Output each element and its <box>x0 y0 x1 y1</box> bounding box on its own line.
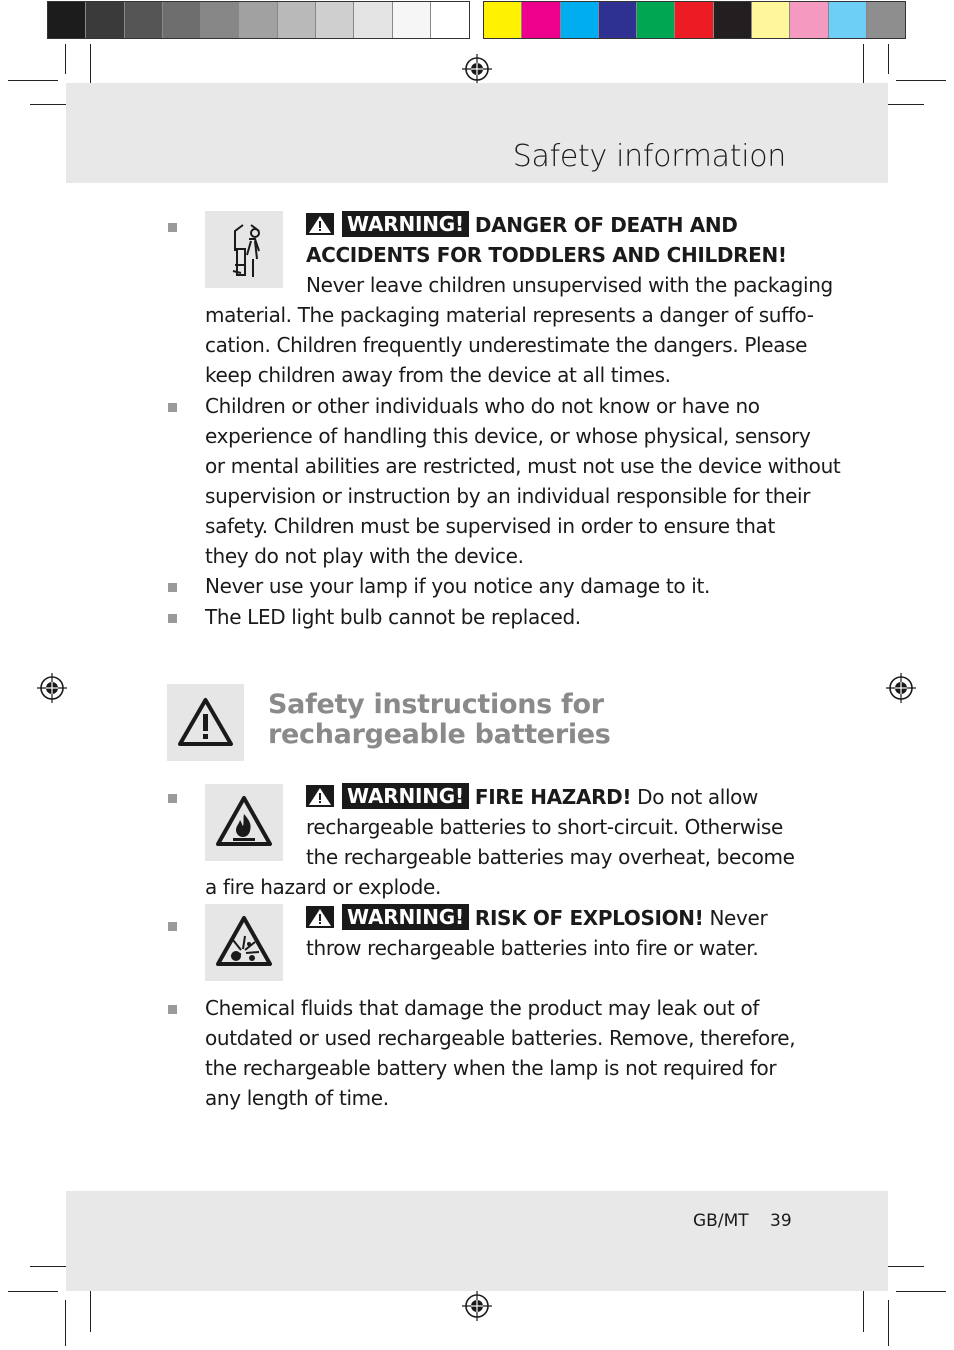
crop-mark <box>888 1300 889 1346</box>
text-line: any length of time. <box>205 1086 389 1110</box>
text-line: the rechargeable battery when the lamp is not required for <box>205 1056 777 1080</box>
chemical-text <box>205 993 795 1113</box>
crop-mark <box>896 1291 946 1292</box>
bullet-marker <box>168 614 177 623</box>
text-line: safety. Children must be supervised in order to ensure that <box>205 514 775 538</box>
color-swatch <box>637 2 675 38</box>
color-swatch <box>354 2 392 38</box>
bullet-marker <box>168 223 177 232</box>
warning-triangle-icon <box>306 213 334 235</box>
color-swatch <box>675 2 713 38</box>
color-swatch <box>522 2 560 38</box>
registration-mark-icon <box>37 673 67 703</box>
supervision-text <box>205 391 841 571</box>
registration-mark-icon <box>886 673 916 703</box>
text-line: or mental abilities are restricted, must not use the device without <box>205 454 841 478</box>
crop-mark <box>888 44 889 74</box>
led-text <box>205 602 795 632</box>
grayscale-color-bar <box>47 1 470 39</box>
text-line: Do not allow <box>637 785 759 809</box>
warning-heading: ACCIDENTS FOR TODDLERS AND CHILDREN! <box>306 243 787 267</box>
text-line: material. The packaging material represents a danger of suffo- <box>205 303 814 327</box>
section-title <box>268 690 611 750</box>
color-swatch <box>790 2 828 38</box>
color-swatch <box>829 2 867 38</box>
page-title: Safety information <box>512 139 786 174</box>
page-number: 39 <box>770 1211 792 1231</box>
bullet-marker <box>168 583 177 592</box>
explosion-text <box>205 903 795 963</box>
bullet-marker <box>168 403 177 412</box>
bullet-marker <box>168 1005 177 1014</box>
warning-badge: WARNING! <box>342 211 469 237</box>
warning-badge: WARNING! <box>342 904 469 930</box>
text-line: Never use your lamp if you notice any damage to it. <box>205 574 710 598</box>
color-swatch <box>86 2 124 38</box>
color-swatch <box>201 2 239 38</box>
text-line: the rechargeable batteries may overheat, become <box>306 845 795 869</box>
registration-mark-icon <box>462 54 492 84</box>
crop-mark <box>90 1286 91 1332</box>
text-line: Never <box>709 906 768 930</box>
warning-triangle-icon <box>306 906 334 928</box>
registration-mark-icon <box>462 1291 492 1321</box>
text-line: rechargeable batteries to short-circuit. Otherwise <box>306 815 783 839</box>
text-line: keep children away from the device at all times. <box>205 363 671 387</box>
text-line: cation. Children frequently underestimate the dangers. Please <box>205 333 808 357</box>
color-swatch <box>484 2 522 38</box>
text-line: throw rechargeable batteries into fire or water. <box>306 936 759 960</box>
color-swatch <box>561 2 599 38</box>
crop-mark <box>65 44 66 74</box>
color-swatch <box>48 2 86 38</box>
crop-mark <box>65 1300 66 1346</box>
text-line: outdated or used rechargeable batteries. Remove, therefore, <box>205 1026 796 1050</box>
section-title-line: rechargeable batteries <box>268 719 611 750</box>
bullet-marker <box>168 922 177 931</box>
warning-badge: WARNING! <box>342 783 469 809</box>
color-swatch <box>278 2 316 38</box>
text-line: Chemical fluids that damage the product may leak out of <box>205 996 760 1020</box>
section-warning-icon <box>167 684 244 761</box>
bullet-marker <box>168 794 177 803</box>
text-line: The LED light bulb cannot be replaced. <box>205 605 581 629</box>
color-swatch <box>163 2 201 38</box>
crop-mark <box>8 1291 58 1292</box>
color-swatch <box>125 2 163 38</box>
text-line: supervision or instruction by an individual responsible for their <box>205 484 811 508</box>
process-color-bar <box>483 1 906 39</box>
damage-text <box>205 571 795 601</box>
color-swatch <box>239 2 277 38</box>
color-swatch <box>752 2 790 38</box>
section-title-line: Safety instructions for <box>268 689 604 720</box>
text-line: Never leave children unsupervised with the packaging <box>306 273 833 297</box>
text-line: a fire hazard or explode. <box>205 875 441 899</box>
color-swatch <box>867 2 905 38</box>
fire-hazard-text <box>205 782 795 902</box>
crop-mark <box>8 80 58 81</box>
text-line: experience of handling this device, or whose physical, sensory <box>205 424 811 448</box>
crop-mark <box>863 1286 864 1332</box>
warning-heading: DANGER OF DEATH AND <box>474 213 738 237</box>
text-line: Children or other individuals who do not know or have no <box>205 394 760 418</box>
color-swatch <box>431 2 469 38</box>
warning-triangle-icon <box>306 785 334 807</box>
text-line: they do not play with the device. <box>205 544 524 568</box>
color-swatch <box>599 2 637 38</box>
color-swatch <box>714 2 752 38</box>
footer-band <box>66 1191 888 1291</box>
children-warning-text <box>205 210 833 390</box>
footer-language: GB/MT <box>693 1211 749 1231</box>
color-swatch <box>393 2 431 38</box>
crop-mark <box>896 80 946 81</box>
warning-heading: FIRE HAZARD! <box>474 785 632 809</box>
color-swatch <box>316 2 354 38</box>
warning-heading: RISK OF EXPLOSION! <box>474 906 704 930</box>
